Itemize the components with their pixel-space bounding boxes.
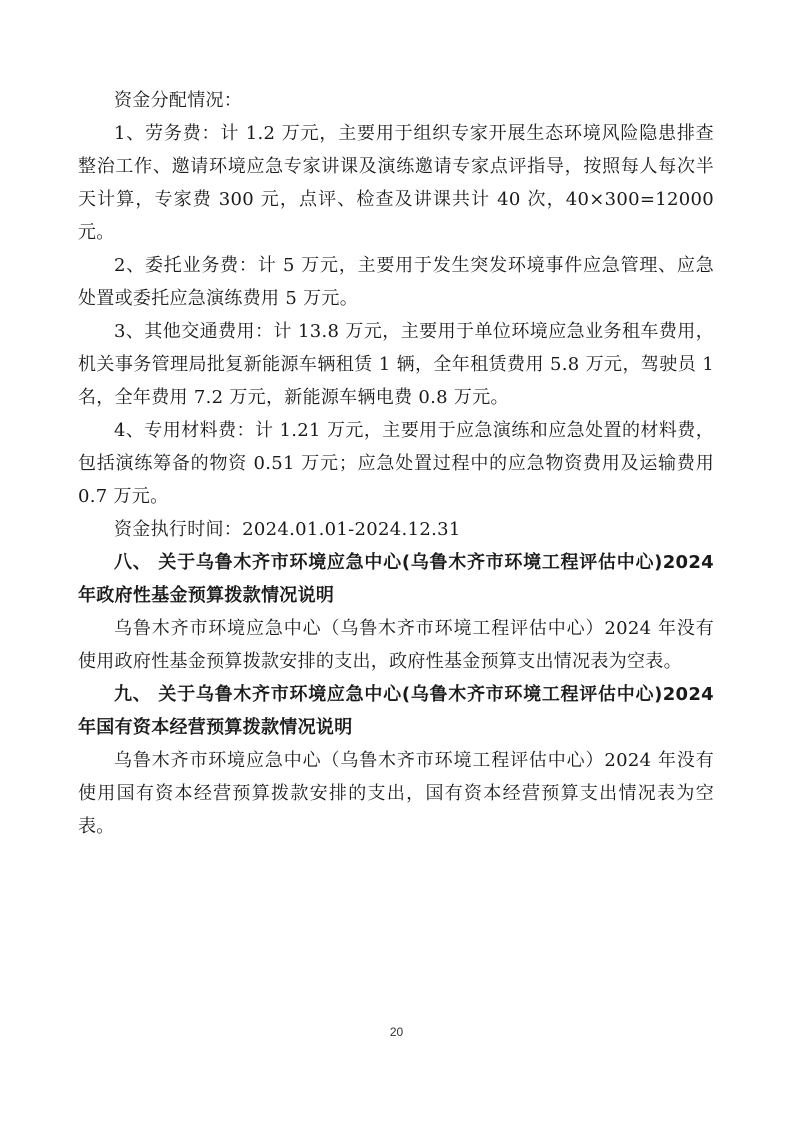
paragraph-fund-allocation-intro: 资金分配情况： [114, 90, 243, 111]
section-heading-eight: 八、 关于乌鲁木齐市环境应急中心(乌鲁木齐市环境工程评估中心)2024 年政府性基金预算拨款情况说明 [78, 552, 714, 606]
document-body [78, 84, 714, 843]
paragraph-execution-period: 资金执行时间：2024.01.01-2024.12.31 [114, 519, 461, 540]
paragraph-material-fee: 4、专用材料费：计 1.21 万元，主要用于应急演练和应急处置的材料费，包括演练筹备的物资 0.51 万元；应急处置过程中的应急物资费用及运输费用 0.7 万元。 [78, 420, 714, 507]
paragraph-state-capital: 乌鲁木齐市环境应急中心（乌鲁木齐市环境工程评估中心）2024 年没有使用国有资本经营预算拨款安排的支出，国有资本经营预算支出情况表为空表。 [78, 750, 714, 837]
paragraph-transport-fee: 3、其他交通费用：计 13.8 万元，主要用于单位环境应急业务租车费用，机关事务管理局批复新能源车辆租赁 1 辆，全年租赁费用 5.8 万元，驾驶员 1 名，全年费用 7.2 万元，新能源车辆电费 0.8 万元。 [78, 321, 714, 408]
section-heading-nine: 九、 关于乌鲁木齐市环境应急中心(乌鲁木齐市环境工程评估中心)2024 年国有资本经营预算拨款情况说明 [78, 684, 714, 738]
paragraph-labor-fee: 1、劳务费：计 1.2 万元，主要用于组织专家开展生态环境风险隐患排查整治工作、邀请环境应急专家讲课及演练邀请专家点评指导，按照每人每次半天计算，专家费 300 元，点评、检查及讲课共计 40 次，40×300=12000 元。 [78, 123, 714, 243]
paragraph-commission-fee: 2、委托业务费：计 5 万元，主要用于发生突发环境事件应急管理、应急处置或委托应急演练费用 5 万元。 [78, 255, 714, 309]
paragraph-government-fund: 乌鲁木齐市环境应急中心（乌鲁木齐市环境工程评估中心）2024 年没有使用政府性基金预算拨款安排的支出，政府性基金预算支出情况表为空表。 [78, 618, 714, 672]
page-number: 20 [389, 1025, 404, 1039]
